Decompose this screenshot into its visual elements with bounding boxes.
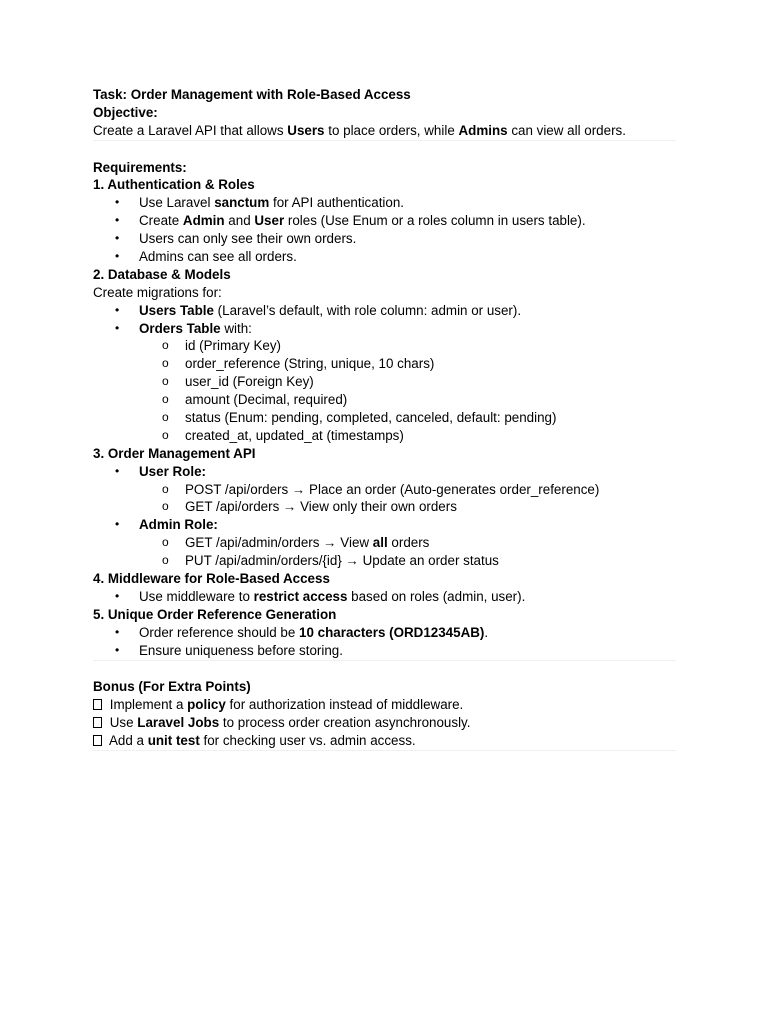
bullet-icon: • [115, 642, 120, 657]
sub-list-item: o PUT /api/admin/orders/{id} → Update an order status [162, 553, 499, 569]
section-heading: 2. Database & Models [93, 266, 231, 282]
circle-bullet-icon: o [162, 410, 169, 425]
sub-list-item: o GET /api/admin/orders → View all orders [162, 535, 430, 551]
section-intro: Create migrations for: [93, 284, 222, 300]
sub-list-item: o amount (Decimal, required) [162, 392, 348, 408]
section-heading: 3. Order Management API [93, 445, 256, 461]
bonus-item: Use Laravel Jobs to process order creation asynchronously. [93, 714, 676, 732]
bullet-icon: • [115, 231, 120, 246]
bonus-item: Add a unit test for checking user vs. admin access. [93, 732, 676, 750]
list-item: • Orders Table with: [115, 320, 252, 336]
list-item: • Users Table (Laravel’s default, with role column: admin or user). [115, 302, 522, 318]
list-item: • Ensure uniqueness before storing. [115, 642, 343, 658]
section-heading: 4. Middleware for Role-Based Access [93, 571, 330, 587]
sub-list-item: o id (Primary Key) [162, 338, 281, 354]
objective-heading: Objective: [93, 104, 158, 120]
list-item: • Use middleware to restrict access based on roles (admin, user). [115, 588, 526, 604]
bullet-icon: • [115, 588, 120, 603]
checkbox-glyph-icon [93, 735, 102, 746]
bonus-heading: Bonus (For Extra Points) [93, 679, 251, 695]
bullet-icon: • [115, 517, 120, 532]
circle-bullet-icon: o [162, 499, 169, 514]
circle-bullet-icon: o [162, 553, 169, 568]
bullet-icon: • [115, 302, 120, 317]
list-item: • Admins can see all orders. [115, 249, 297, 265]
list-item: • Order reference should be 10 characters (ORD12345AB). [115, 624, 489, 640]
list-item: • User Role: [115, 463, 206, 479]
bonus-item: Implement a policy for authorization instead of middleware. [93, 696, 676, 714]
circle-bullet-icon: o [162, 374, 169, 389]
sub-list-item: o created_at, updated_at (timestamps) [162, 427, 404, 443]
circle-bullet-icon: o [162, 427, 169, 442]
sub-list-item: o order_reference (String, unique, 10 chars) [162, 356, 435, 372]
objective-text: Create a Laravel API that allows Users to place orders, while Admins can view all orders. [93, 122, 626, 138]
bullet-icon: • [115, 195, 120, 210]
sub-list-item: o status (Enum: pending, completed, canceled, default: pending) [162, 410, 557, 426]
circle-bullet-icon: o [162, 481, 169, 496]
circle-bullet-icon: o [162, 356, 169, 371]
list-item: • Admin Role: [115, 517, 218, 533]
bullet-icon: • [115, 624, 120, 639]
list-item: • Use Laravel sanctum for API authentication. [115, 195, 405, 211]
bullet-icon: • [115, 213, 120, 228]
checkbox-glyph-icon [93, 717, 102, 728]
sub-list-item: o user_id (Foreign Key) [162, 374, 314, 390]
section-heading: 5. Unique Order Reference Generation [93, 606, 337, 622]
task-title: Task: Order Management with Role-Based Access [93, 87, 411, 102]
circle-bullet-icon: o [162, 535, 169, 550]
bullet-icon: • [115, 249, 120, 264]
list-item: • Users can only see their own orders. [115, 231, 357, 247]
bullet-icon: • [115, 463, 120, 478]
sub-list-item: o POST /api/orders → Place an order (Auto-generates order_reference) [162, 481, 600, 497]
circle-bullet-icon: o [162, 338, 169, 353]
list-item: • Create Admin and User roles (Use Enum or a roles column in users table). [115, 213, 586, 229]
checkbox-glyph-icon [93, 699, 102, 710]
section-heading: 1. Authentication & Roles [93, 177, 255, 193]
sub-list-item: o GET /api/orders → View only their own orders [162, 499, 457, 515]
circle-bullet-icon: o [162, 392, 169, 407]
document-content [93, 86, 676, 751]
divider [93, 750, 676, 751]
bullet-icon: • [115, 320, 120, 335]
requirements-heading: Requirements: [93, 159, 187, 175]
